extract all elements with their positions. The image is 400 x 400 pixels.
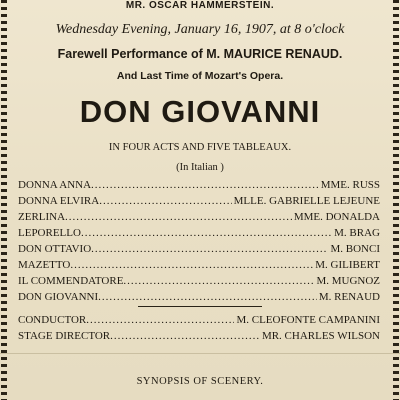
farewell-line: Farewell Performance of M. MAURICE RENAUD. [57, 47, 343, 61]
cast-row [18, 291, 380, 305]
cast-row [18, 195, 380, 209]
cast-row [18, 211, 380, 225]
cast-role: LEPORELLO [18, 227, 81, 239]
cast-row [18, 243, 380, 257]
cast-row [18, 259, 380, 273]
synopsis-heading: SYNOPSIS OF SCENERY. [136, 376, 264, 387]
dot-leader [123, 275, 314, 287]
dot-leader [110, 330, 260, 342]
cast-role: IL COMMENDATORE [18, 275, 124, 287]
cast-actor: M. RENAUD [318, 291, 380, 303]
cast-actor: M. BRAG [334, 227, 380, 239]
section-divider [138, 306, 262, 307]
cast-row [18, 179, 380, 193]
performance-date: Wednesday Evening, January 16, 1907, at 8 o'clock [55, 22, 345, 37]
opera-title: DON GIOVANNI [79, 94, 321, 129]
presenter-line: MR. OSCAR HAMMERSTEIN. [125, 0, 275, 11]
performance-language: (In Italian ) [176, 162, 224, 173]
dot-leader [65, 211, 292, 223]
cast-role: DONNA ANNA [18, 179, 92, 191]
staff-role: STAGE DIRECTOR [18, 330, 111, 342]
last-time-line: And Last Time of Mozart's Opera. [116, 70, 284, 82]
cast-actor: MLLE. GABRIELLE LEJEUNE [233, 195, 380, 207]
cast-role: ZERLINA [18, 211, 66, 223]
staff-role: CONDUCTOR [18, 314, 87, 326]
cast-row [18, 275, 380, 289]
staff-row [18, 330, 380, 344]
opera-subtitle: IN FOUR ACTS AND FIVE TABLEAUX. [108, 142, 292, 153]
dot-leader [86, 314, 234, 326]
cast-role: DON GIOVANNI [18, 291, 99, 303]
cast-actor: MME. RUSS [320, 179, 380, 191]
staff-row [18, 314, 380, 328]
dot-leader [91, 243, 328, 255]
dot-leader [91, 179, 319, 191]
cast-row [18, 227, 380, 241]
cast-actor: M. BONCI [330, 243, 380, 255]
dot-leader [81, 227, 332, 239]
dot-leader [99, 195, 231, 207]
staff-name: M. CLEOFONTE CAMPANINI [236, 314, 380, 326]
staff-name: MR. CHARLES WILSON [261, 330, 380, 342]
dot-leader [98, 291, 317, 303]
dot-leader [70, 259, 313, 271]
cast-actor: M. MUGNOZ [316, 275, 380, 287]
cast-role: DON OTTAVIO [18, 243, 92, 255]
cast-actor: MME. DONALDA [293, 211, 380, 223]
cast-role: DONNA ELVIRA [18, 195, 100, 207]
cast-role: MAZETTO [18, 259, 71, 271]
paper-fold-line [0, 353, 400, 354]
cast-actor: M. GILIBERT [315, 259, 380, 271]
